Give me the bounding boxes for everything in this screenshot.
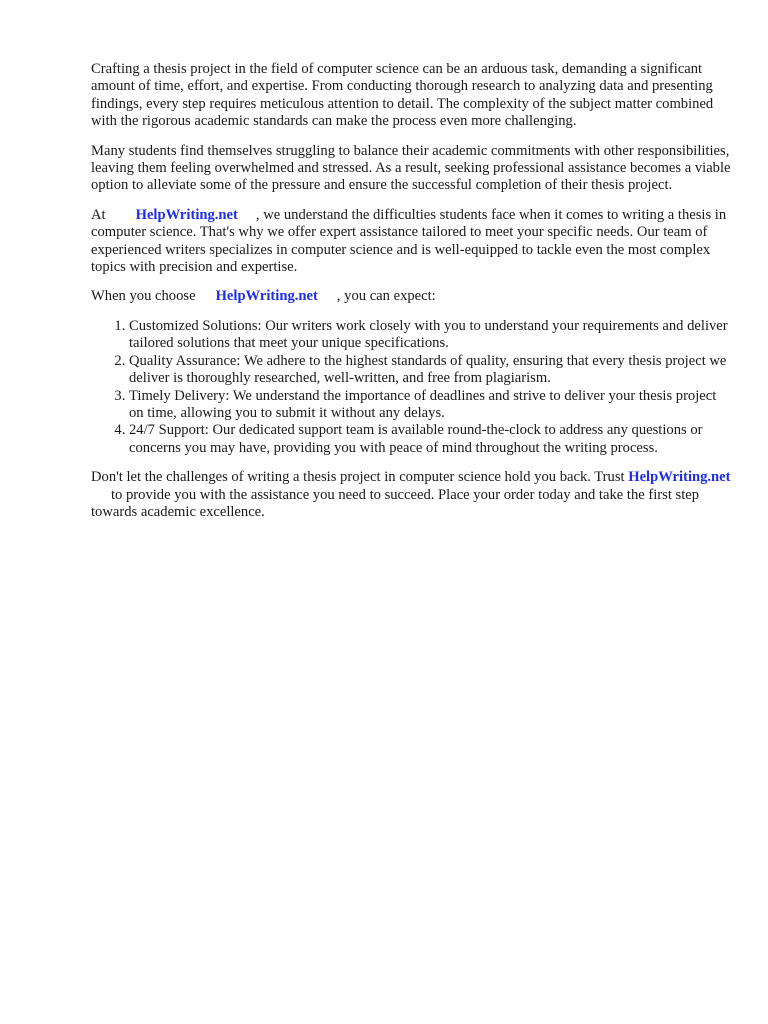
list-item: 3. Timely Delivery: We understand the importance of deadlines and strive to deliver your thesis project on time, allowing you to submit it without any delays. [129,388,731,423]
list-item: 4. 24/7 Support: Our dedicated support team is available round-the-clock to address any questions or concerns you may have, providing you with peace of mind throughout the writing process. [129,422,731,457]
closing-paragraph-prefix: Don't let the challenges of writing a thesis project in computer science hold you back. Trust [91,469,625,486]
service-paragraph-prefix: At [91,206,106,223]
closing-paragraph-suffix: to provide you with the assistance you need to succeed. Place your order today and take the first step towards academic excellence. [91,486,700,520]
intro-paragraph: Crafting a thesis project in the field of computer science can be an arduous task, demanding a significant amount of time, effort, and expertise. From conducting thorough research to analyzing data and presenting findings, every step requires meticulous attention to detail. The complexity of the subject matter combined with the rigorous academic standards can make the process even more challenging. [91,61,714,130]
helpwriting-link-2[interactable]: HelpWriting.net [215,288,318,305]
helpwriting-link-1[interactable]: HelpWriting.net [135,206,238,223]
expect-paragraph [91,288,731,305]
expect-paragraph-suffix: , you can expect: [336,288,436,305]
helpwriting-link-3[interactable]: HelpWriting.net [628,469,731,486]
list-item: 1. Customized Solutions: Our writers work closely with you to understand your requirements and deliver tailored solutions that meet your unique specifications. [129,318,731,353]
closing-paragraph [91,469,731,521]
students-paragraph: Many students find themselves struggling to balance their academic commitments with other responsibilities, leaving them feeling overwhelmed and stressed. As a result, seeking professional assistance becomes a viable option to alleviate some of the pressure and ensure the successful completion of their thesis project. [91,142,731,194]
list-item: 2. Quality Assurance: We adhere to the highest standards of quality, ensuring that every thesis project we deliver is thoroughly researched, well-written, and free from plagiarism. [129,353,731,388]
benefits-list [91,318,731,457]
document-page [91,61,731,533]
expect-paragraph-prefix: When you choose [91,288,196,305]
service-paragraph [91,207,731,277]
service-paragraph-suffix: , we understand the difficulties students face when it comes to writing a thesis in computer science. That's why we offer expert assistance tailored to meet your specific needs. Our team of experienced writers specializes in computer science and is well-equipped to tackle even the most complex topics with precision and expertise. [91,206,727,276]
